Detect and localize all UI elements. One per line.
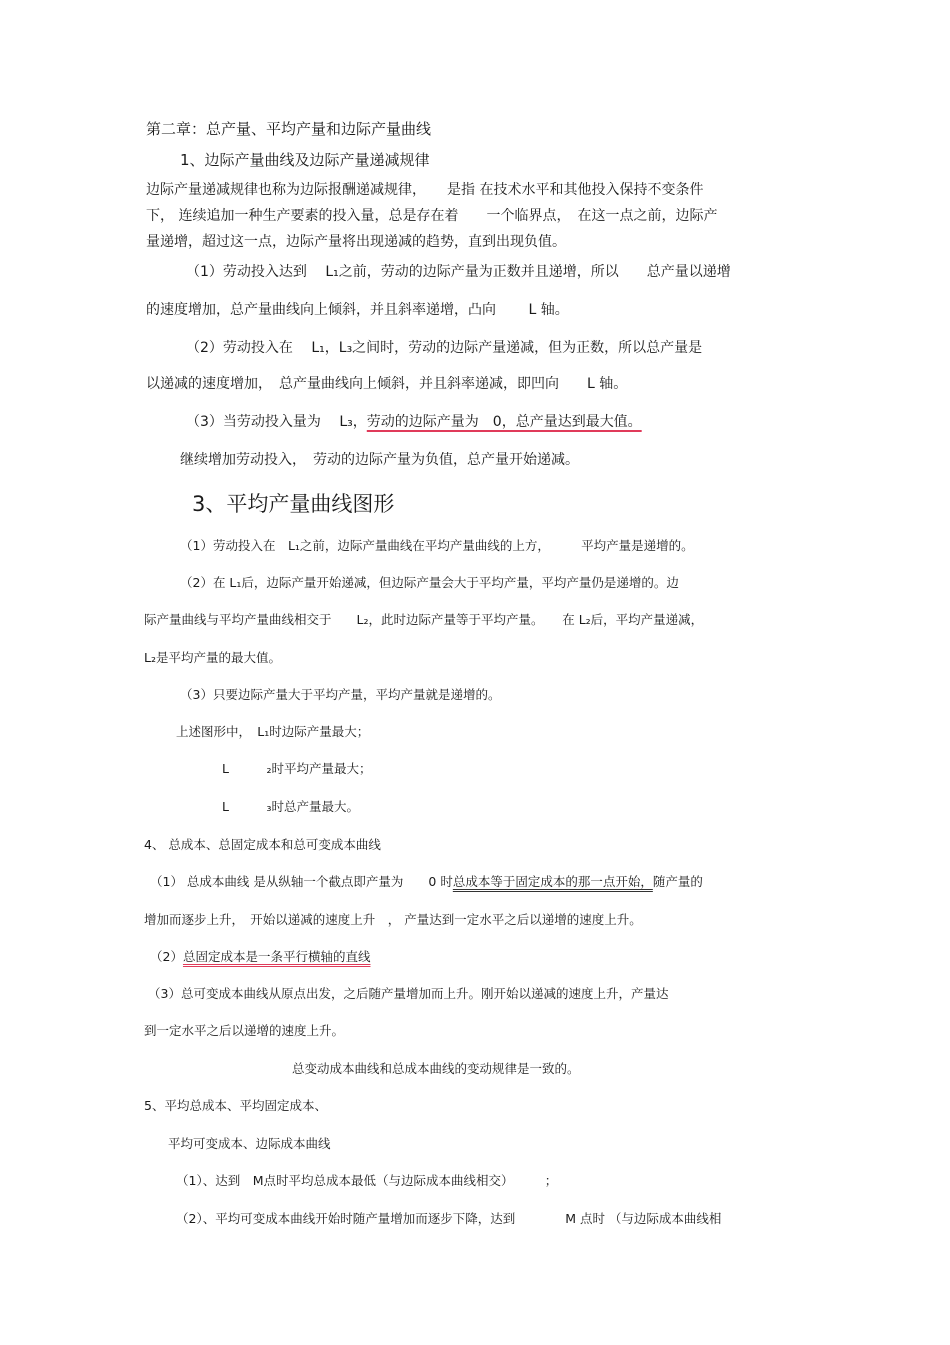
section-4-item-1-prefix: （1） 总成本曲线 是从纵轴一个截点即产量为 0 时: [150, 874, 453, 889]
section-3-line-8: L ₃时总产量最大。: [222, 799, 359, 814]
item-1-line-2: 的速度增加，总产量曲线向上倾斜，并且斜率递增，凸向 L 轴。: [146, 302, 569, 318]
chapter-title: 第二章：总产量、平均产量和边际产量曲线: [146, 120, 432, 138]
section-5-heading-line-2: 平均可变成本、边际成本曲线: [168, 1136, 331, 1151]
section-3-line-4: L₂是平均产量的最大值。: [144, 650, 281, 665]
section-5-item-1: （1）、达到 M点时平均总成本最低（与边际成本曲线相交） ；: [176, 1173, 558, 1188]
section-3-line-7: L ₂时平均产量最大；: [222, 761, 372, 776]
section-4-item-2: [150, 951, 370, 964]
item-3-prefix: （3）当劳动投入量为 L₃，: [186, 414, 367, 430]
section-5-heading-line-1: 5、平均总成本、平均固定成本、: [144, 1098, 327, 1113]
item-1-line-1: （1）劳动投入达到 L₁之前，劳动的边际产量为正数并且递增，所以 总产量以递增: [186, 264, 731, 280]
item-2-line-1: （2）劳动投入在 L₁，L₃之间时，劳动的边际产量递减，但为正数，所以总产量是: [186, 340, 703, 356]
section-4-item-1-line-2: 增加而逐步上升， 开始以递减的速度上升 ， 产量达到一定水平之后以递增的速度上升。: [144, 912, 642, 927]
section-4-item-2-prefix: （2）: [150, 949, 183, 964]
section-4-item-1-suffix: 随产量的: [652, 874, 703, 889]
section-4-heading: 4、 总成本、总固定成本和总可变成本曲线: [144, 837, 381, 852]
section-1-para-line-1: 边际产量递减规律也称为边际报酬递减规律， 是指 在技术水平和其他投入保持不变条件: [146, 182, 704, 198]
section-3-line-1: （1）劳动投入在 L₁之前，边际产量曲线在平均产量曲线的上方， 平均产量是递增的。: [180, 538, 694, 553]
item-3-line: [186, 415, 642, 429]
section-1-para-line-2: 下， 连续追加一种生产要素的投入量，总是存在着 一个临界点， 在这一点之前，边际产: [146, 208, 718, 224]
section-3-line-5: （3）只要边际产量大于平均产量，平均产量就是递增的。: [180, 687, 501, 702]
section-3-heading: 3、平均产量曲线图形: [192, 492, 395, 516]
section-4-item-3-line-1: （3）总可变成本曲线从原点出发，之后随产量增加而上升。刚开始以递减的速度上升，产量达: [148, 986, 669, 1001]
section-1-heading: 1、边际产量曲线及边际产量递减规律: [180, 151, 430, 169]
section-3-line-2: （2）在 L₁后，边际产量开始递减，但边际产量会大于平均产量，平均产量仍是递增的。边: [180, 575, 679, 590]
section-4-item-1-underlined: 总成本等于固定成本的那一点开始，: [452, 874, 653, 889]
item-3-underlined: 劳动的边际产量为 0，总产量达到最大值。: [366, 414, 642, 430]
section-5-item-2: （2）、平均可变成本曲线开始时随产量增加而逐步下降，达到 M 点时 （与边际成本曲线相: [176, 1211, 722, 1226]
section-4-item-1-line-1: [150, 876, 703, 889]
item-2-line-2: 以递减的速度增加， 总产量曲线向上倾斜，并且斜率递减，即凹向 L 轴。: [146, 376, 628, 392]
section-1-para-line-3: 量递增，超过这一点，边际产量将出现递减的趋势，直到出现负值。: [146, 234, 566, 250]
section-3-line-3: 际产量曲线与平均产量曲线相交于 L₂，此时边际产量等于平均产量。 在 L₂后，平均产量递减，: [144, 612, 704, 627]
item-3-tail: 继续增加劳动投入， 劳动的边际产量为负值，总产量开始递减。: [180, 452, 579, 468]
section-4-item-3-line-2: 到一定水平之后以递增的速度上升。: [144, 1023, 345, 1038]
section-4-item-2-underlined: 总固定成本是一条平行横轴的直线: [182, 949, 371, 964]
section-4-note: 总变动成本曲线和总成本曲线的变动规律是一致的。: [292, 1061, 580, 1076]
section-3-line-6: 上述图形中， L₁时边际产量最大；: [176, 724, 370, 739]
